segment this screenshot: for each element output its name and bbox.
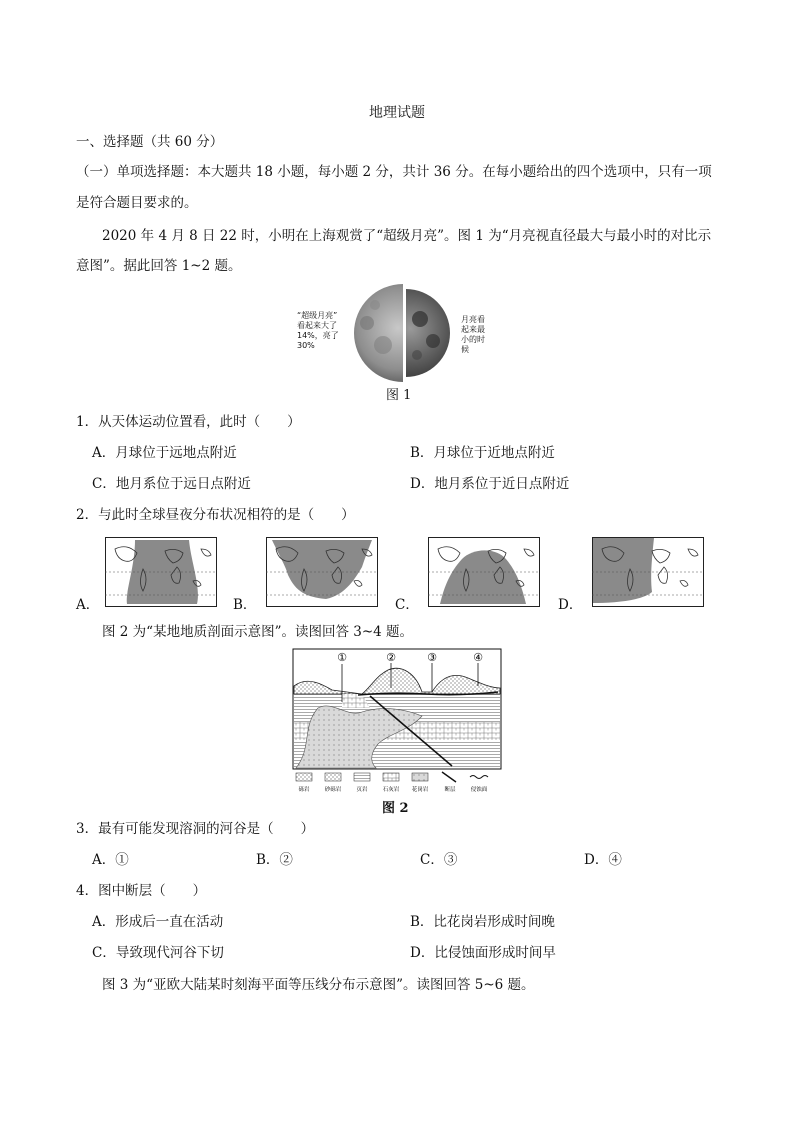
legend-sandy-conglomerate: 砂砾岩 [324, 787, 342, 793]
legend-granite: 花岗岩 [411, 787, 429, 793]
q3-option-b[interactable]: B．② [256, 852, 293, 868]
q1-option-c[interactable]: C．地月系位于远日点附近 [92, 476, 251, 492]
q2-option-d-map[interactable] [592, 537, 704, 607]
figure-1-label: 图 1 [386, 388, 412, 403]
question-2-stem: 2．与此时全球昼夜分布状况相符的是（ ） [76, 507, 355, 523]
instructions-line2: 是符合题目要求的。 [76, 195, 198, 211]
q3-option-c[interactable]: C．③ [420, 852, 458, 868]
q1-option-d[interactable]: D．地月系位于近日点附近 [410, 476, 570, 492]
question-3-stem: 3．最有可能发现溶洞的河谷是（ ） [76, 821, 315, 837]
q4-option-d[interactable]: D．比侵蚀面形成时间早 [410, 945, 556, 961]
section-heading: 一、选择题（共 60 分） [76, 134, 224, 150]
legend-limestone: 石灰岩 [382, 787, 400, 793]
page-title: 地理试题 [369, 105, 425, 121]
intro-q56: 图 3 为“亚欧大陆某时刻海平面等压线分布示意图”。读图回答 5~6 题。 [102, 977, 535, 993]
question-4-stem: 4．图中断层（ ） [76, 883, 207, 899]
q2-option-b-map[interactable] [266, 537, 378, 607]
intro-q12-line1: 2020 年 4 月 8 日 22 时，小明在上海观赏了“超级月亮”。图 1 为“月亮视直径最大与最小时的对比示 [102, 228, 712, 244]
q1-option-a[interactable]: A．月球位于远地点附近 [92, 445, 237, 461]
fig1-left-caption: “超级月亮” 看起来大了 14%，亮了 30% [297, 311, 339, 350]
legend-erosion-surface: 侵蚀面 [470, 787, 488, 793]
moon-comparison-image [345, 283, 463, 383]
q4-option-c[interactable]: C．导致现代河谷下切 [92, 945, 224, 961]
q1-option-b[interactable]: B．月球位于近地点附近 [410, 445, 555, 461]
q2-option-c-map[interactable] [428, 537, 540, 607]
q2-option-a-label[interactable]: A． [76, 597, 100, 613]
figure-2-label: 图 2 [382, 801, 409, 816]
fig2-marker-1: ① [337, 651, 347, 664]
q2-option-c-label[interactable]: C． [395, 597, 419, 613]
q4-option-b[interactable]: B．比花岗岩形成时间晚 [410, 914, 555, 930]
question-1-stem: 1．从天体运动位置看，此时（ ） [76, 414, 301, 430]
instructions-line1: （一）单项选择题：本大题共 18 小题，每小题 2 分，共计 36 分。在每小题给出的四个选项中，只有一项 [76, 164, 712, 180]
q2-option-a-map[interactable] [105, 537, 217, 607]
fig2-marker-4: ④ [473, 651, 483, 664]
legend-conglomerate: 砾岩 [298, 787, 310, 793]
legend-shale: 页岩 [356, 787, 368, 793]
figure-2-geology-section [292, 648, 502, 798]
intro-q12-line2: 意图”。据此回答 1~2 题。 [76, 258, 242, 274]
q2-option-b-label[interactable]: B． [233, 597, 257, 613]
q3-option-d[interactable]: D．④ [584, 852, 622, 868]
q3-option-a[interactable]: A．① [92, 852, 129, 868]
q2-option-d-label[interactable]: D． [558, 597, 583, 613]
fig2-marker-3: ③ [427, 651, 437, 664]
intro-q34: 图 2 为“某地地质剖面示意图”。读图回答 3~4 题。 [102, 624, 414, 640]
legend-fault: 断层 [444, 787, 456, 793]
figure-1 [297, 283, 497, 383]
fig2-marker-2: ② [386, 651, 396, 664]
q4-option-a[interactable]: A．形成后一直在活动 [92, 914, 224, 930]
fig1-right-caption: 月亮看 起来最 小的时 候 [461, 315, 485, 354]
